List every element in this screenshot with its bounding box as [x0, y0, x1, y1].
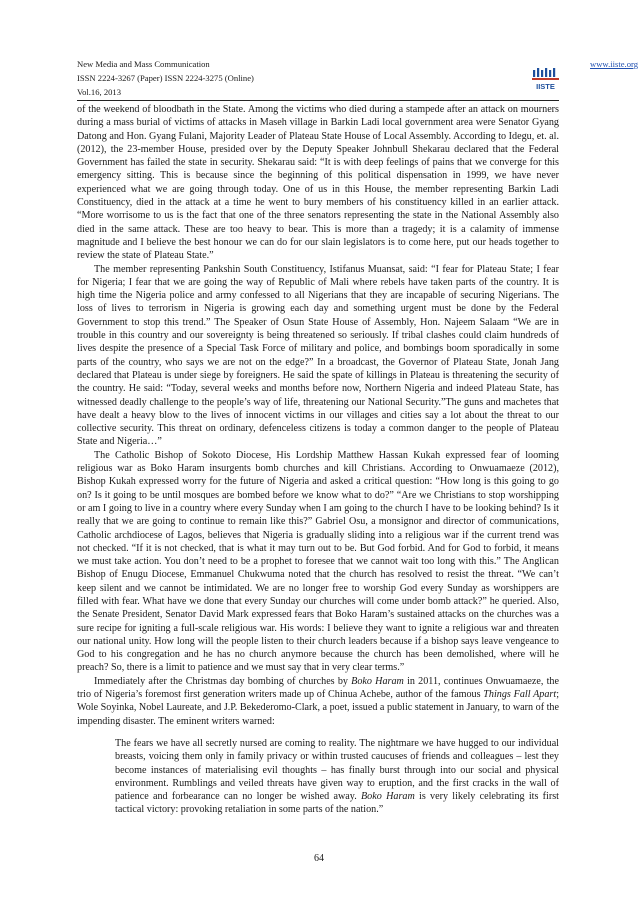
- volume-line: Vol.16, 2013: [77, 87, 122, 97]
- text-run: of the weekend of bloodbath in the State. Among the victims who died during a stampede after an attack on mourners during a mass burial of victims of attacks in Maseh village in Barkin Ladi local government area were Senator Gyang Datong and Hon. Gyang Fulani, Majority Leader of Plateau State House of Local Assembly. According to Idegu, et. al. (2012), the 23-member House, presided over by the Deputy Speaker Johnbull Shekarau declared that the Federal Government has failed the state in security. Shekarau said: “It is with deep feelings of pains that we converge for this emergency sitting. This is because since the beginning of this political dispensation in 1999, we have never experienced what we are going through today. One of us in this House, the member representing Barkin Ladi Constituency, died in the attack at a time he went to bury members of his constituency killed in an earlier attack. “More worrisome to us is the fact that one of the three senators representing the state in the National Assembly also died in the same attack. These are too heavy to bear. This is more than a tragedy; it is a calamity of immense magnitude and I believe the best honour we can do for our slain legislators is to come here, put our heads together to review the state of Plateau State.”: [77, 104, 559, 262]
- text-run: The Catholic Bishop of Sokoto Diocese, His Lordship Matthew Hassan Kukah expressed fear of looming religious war as Boko Haram insurgents bomb churches and kill Christians. According to Onwuamaeze (2012), Bishop Kukah expressed worry for the future of Nigeria and asked a critical question: “How long is this going to go on? Is it going to be until mosques are bombed before we know what to do?” “Are we Christians to stop worshipping or am I going to live in a country where every Sunday when I am going to the church I have to be looking behind? Is it really that we are going to continue to remain like this?” Gabriel Osu, a monsignor and director of communications, Catholic archdiocese of Lagos, believes that Nigeria is gradually sliding into a religious war if the current trend was not checked. “If it is not checked, that is what it may turn out to be. But God forbid. And for God to forbid, it means we must take action. You don’t need to be a prophet to foresee that we cannot wait too long with this.” The Anglican Bishop of Enugu Diocese, Emmanuel Chukwuma noted that the church has resolved to resist the threat. “We can’t keep silent and we cannot be intimidated. We are no longer free to worship God every Sunday as worshippers are filled with fear. What have we done that every Sunday our churches will come under bomb attack?” he queried. Also, the Senate President, Senator David Mark expressed fears that Boko Haram’s sustained attacks on the churches was a sure recipe for igniting a full-scale religious war. His words: I believe they want to ignite a religious war and threaten our national unity. How long will the people listen to their church leaders because if a bishop says leave vengeance to God to his congregation and he has no church anymore because the church has been demolished, where will he preach? So, there is a limit to patience and we must say that in very clear terms.”: [77, 449, 559, 674]
- text-run: ; Wole Soyinka, Nobel Laureate, and J.P. Bekederomo-Clark, a poet, issued a public statement in January, to warn of the impending disaster. The eminent writers warned:: [77, 689, 560, 727]
- body-paragraph: [77, 263, 559, 449]
- text-run: is very likely celebrating its first tactical victory: provoking retaliation in some parts of the nation.”: [115, 791, 559, 816]
- block-quote: [115, 737, 559, 817]
- body-paragraph: [77, 103, 559, 263]
- text-run: Immediately after the Christmas day bombing of churches by: [94, 675, 352, 687]
- text-run: The member representing Pankshin South Constituency, Istifanus Muansat, said: “I fear for Plateau State; I fear for Nigeria; I fear that we are going the way of Republic of Mali where rebels have taken parts of the country. It is high time the Nigeria police and army confessed to all Nigerians that they are incapable of securing Nigerians. The loss of lives to terrorism in Nigeria is growing each day and something urgent must be done by the Federal Government to stop this trend.” The Speaker of Osun State House of Assembly, Hon. Najeem Salaam “We are in trouble in this country and our sovereignty is being threatened so seriously. If tribal clashes could claim hundreds of lives despite the presence of a Special Task Force of military and police, and bombings boom sporadically in some parts of the country, who says we are not on the edge?” In a broadcast, the Governor of Plateau State, Jonah Jang declared that Plateau is under siege by foreigners. He said the spate of killings in Plateau is threatening the security of the country. He said: “Today, several weeks and months before now, Northern Nigeria and indeed Plateau State, has witnessed deadly challenge to the people’s way of life, threatening our National Security.”The guns and machetes that have dealt a heavy blow to the lives of innocent victims in our villages and cities say a lot about the threat to our collective security. This threat on ordinary, defenceless citizens is today a common danger to the people of Plateau State and Nigeria…”: [77, 263, 559, 448]
- header-rule: [77, 100, 559, 101]
- iiste-logo: [532, 68, 559, 92]
- journal-name: New Media and Mass Communication: [77, 59, 210, 69]
- body-text: [77, 103, 559, 728]
- page-number: 64: [314, 853, 324, 864]
- italic-text: Things Fall Apart: [483, 689, 557, 701]
- body-paragraph: [77, 675, 559, 728]
- text-run: in 2011, continues Onwuamaeze, the trio of Nigeria’s foremost first generation writers made up of Chinua Achebe, author of the famous: [77, 675, 559, 701]
- issn-line: ISSN 2224-3267 (Paper) ISSN 2224-3275 (Online): [77, 73, 254, 83]
- text-run: The fears we have all secretly nursed are coming to reality. The nightmare we have hugged to our individual breasts, voicing them only in family privacy or within trusted caucuses of friends and colleagues – lest they become instances of materialising evil thoughts – has finally burst through into our social and physical environment. Rumblings and veiled threats have given way to eruption, and the first cracks in the wall of patience and forbearance can no longer be wished away.: [115, 738, 559, 803]
- italic-text: Boko Haram: [361, 791, 415, 803]
- italic-text: Boko Haram: [351, 675, 404, 687]
- logo-text: IISTE: [536, 82, 555, 91]
- body-paragraph: [77, 449, 559, 675]
- journal-url-link[interactable]: www.iiste.org: [590, 59, 638, 69]
